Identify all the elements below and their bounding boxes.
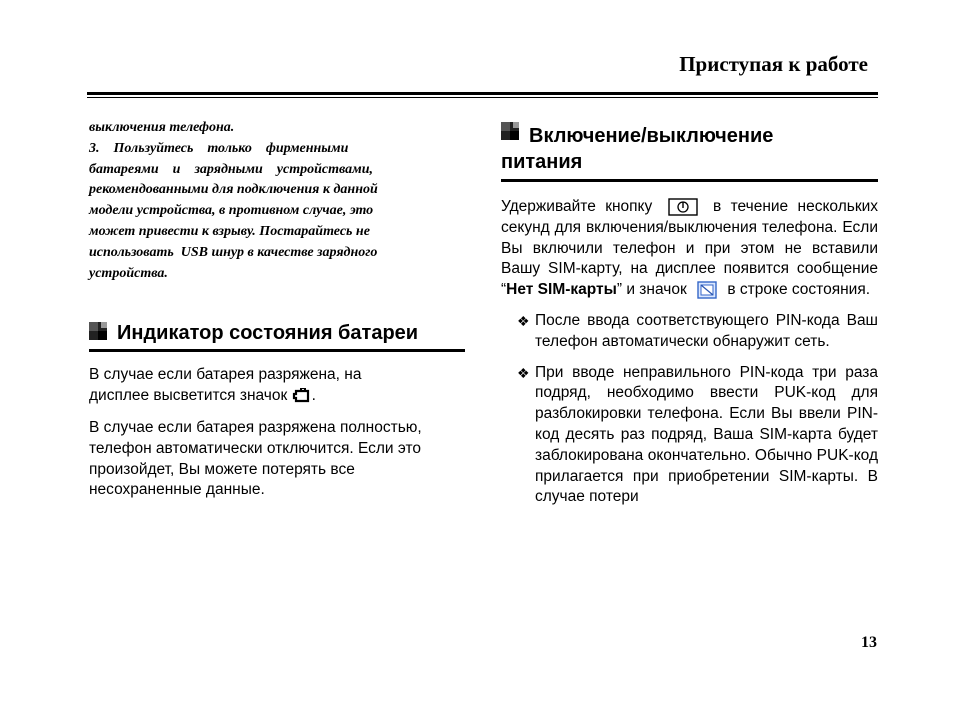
power-heading-rule [501,179,878,182]
battery-heading-rule [89,349,465,352]
header-rule-thick [87,92,878,95]
no-sim-icon [697,281,717,299]
battery-empty-icon [292,388,312,404]
bullet-item: ❖ При вводе неправильного PIN-кода три раза подряд, необходимо ввести PUK-код для разблокировки телефона. Если Вы ввели PIN-код десять раз подряд, Ваша SIM-карта будет заблокирована окончательно. Обычно PUK-код прилагается при приобретении SIM-карты. В случае потери [517,363,878,506]
warning-line: может привести к взрыву. Постарайтесь не [89,223,370,239]
battery-heading-text: Индикатор состояния батареи [117,322,419,345]
header-rule-thin [87,97,878,98]
section-square-icon [89,322,107,340]
bullet-item: ❖ После ввода соответствующего PIN-кода Ваш телефон автоматически обнаружит сеть. [517,311,878,350]
diamond-bullet-icon: ❖ [517,312,530,329]
warning-line: устройства. [89,265,168,281]
battery-warning-text [89,118,465,284]
left-column [89,118,465,501]
power-heading-line1: Включение/выключение [529,125,774,147]
battery-section-heading [89,320,465,352]
power-heading-line2: питания [501,151,583,173]
power-paragraph: Удерживайте кнопку в течение нескольких секунд для включения/выключения телефона. Если Вы включили телефон и при этом не вставили Вашу SIM-карту, на дисплее появится сообщение “Нет SIM-карты” и значок в строке состояния. [501,198,879,299]
warning-line: модели устройства, в противном случае, это [89,203,374,219]
battery-paragraph-1: В случае если батарея разряжена, на дисплее высветится значок . [89,366,362,405]
warning-line: рекомендованными для подключения к данной [89,182,378,198]
battery-paragraph-2: В случае если батарея разряжена полностью, телефон автоматически отключится. Если это произойдет, Вы можете потерять все несохраненные данные. [89,418,422,499]
warning-line: 3. Пользуйтесь только фирменными [89,140,349,156]
diamond-bullet-icon: ❖ [517,364,530,381]
page-header-title: Приступая к работе [679,52,868,76]
section-square-icon [501,122,519,140]
right-column [501,118,878,508]
power-section-heading [501,122,878,182]
warning-line: использовать USB шнур в качестве зарядного [89,244,378,260]
warning-line: батареями и зарядными устройствами, [89,161,374,177]
page-number: 13 [861,634,877,651]
power-key-icon [668,198,698,216]
warning-line: выключения телефона. [89,120,235,135]
